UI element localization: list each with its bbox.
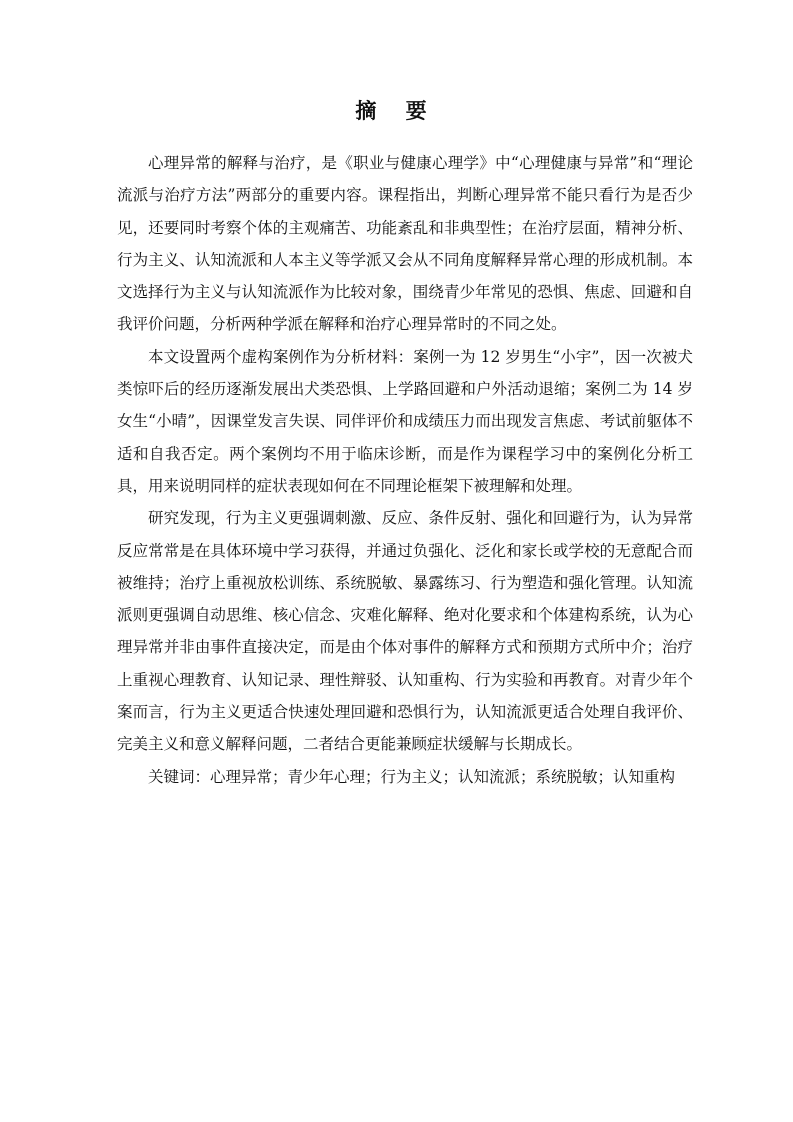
- keywords-line: 关键词：心理异常；青少年心理；行为主义；认知流派；系统脱敏；认知重构: [148, 767, 676, 786]
- abstract-title: 摘 要: [355, 98, 438, 123]
- abstract-body: [117, 147, 693, 793]
- abstract-paragraph-1: 心理异常的解释与治疗，是《职业与健康心理学》中“心理健康与异常”和“理论流派与治疗方法”两部分的重要内容。课程指出，判断心理异常不能只看行为是否少见，还要同时考察个体的主观痛苦、功能紊乱和非典型性；在治疗层面，精神分析、行为主义、认知流派和人本主义等学派又会从不同角度解释异常心理的形成机制。本文选择行为主义与认知流派作为比较对象，围绕青少年常见的恐惧、焦虑、回避和自我评价问题，分析两种学派在解释和治疗心理异常时的不同之处。: [117, 154, 693, 334]
- abstract-paragraph-3: 研究发现，行为主义更强调刺激、反应、条件反射、强化和回避行为，认为异常反应常常是在具体环境中学习获得，并通过负强化、泛化和家长或学校的无意配合而被维持；治疗上重视放松训练、系统脱敏、暴露练习、行为塑造和强化管理。认知流派则更强调自动思维、核心信念、灾难化解释、绝对化要求和个体建构系统，认为心理异常并非由事件直接决定，而是由个体对事件的解释方式和预期方式所中介；治疗上重视心理教育、认知记录、理性辩驳、认知重构、行为实验和再教育。对青少年个案而言，行为主义更适合快速处理回避和恐惧行为，认知流派更适合处理自我评价、完美主义和意义解释问题，二者结合更能兼顾症状缓解与长期成长。: [117, 509, 693, 754]
- abstract-paragraph-2: 本文设置两个虚构案例作为分析材料：案例一为 12 岁男生“小宇”，因一次被犬类惊吓后的经历逐渐发展出犬类恐惧、上学路回避和户外活动退缩；案例二为 14 岁女生“小晴”，因课堂发言失误、同伴评价和成绩压力而出现发言焦虑、考试前躯体不适和自我否定。两个案例均不用于临床诊断，而是作为课程学习中的案例化分析工具，用来说明同样的症状表现如何在不同理论框架下被理解和处理。: [117, 347, 693, 495]
